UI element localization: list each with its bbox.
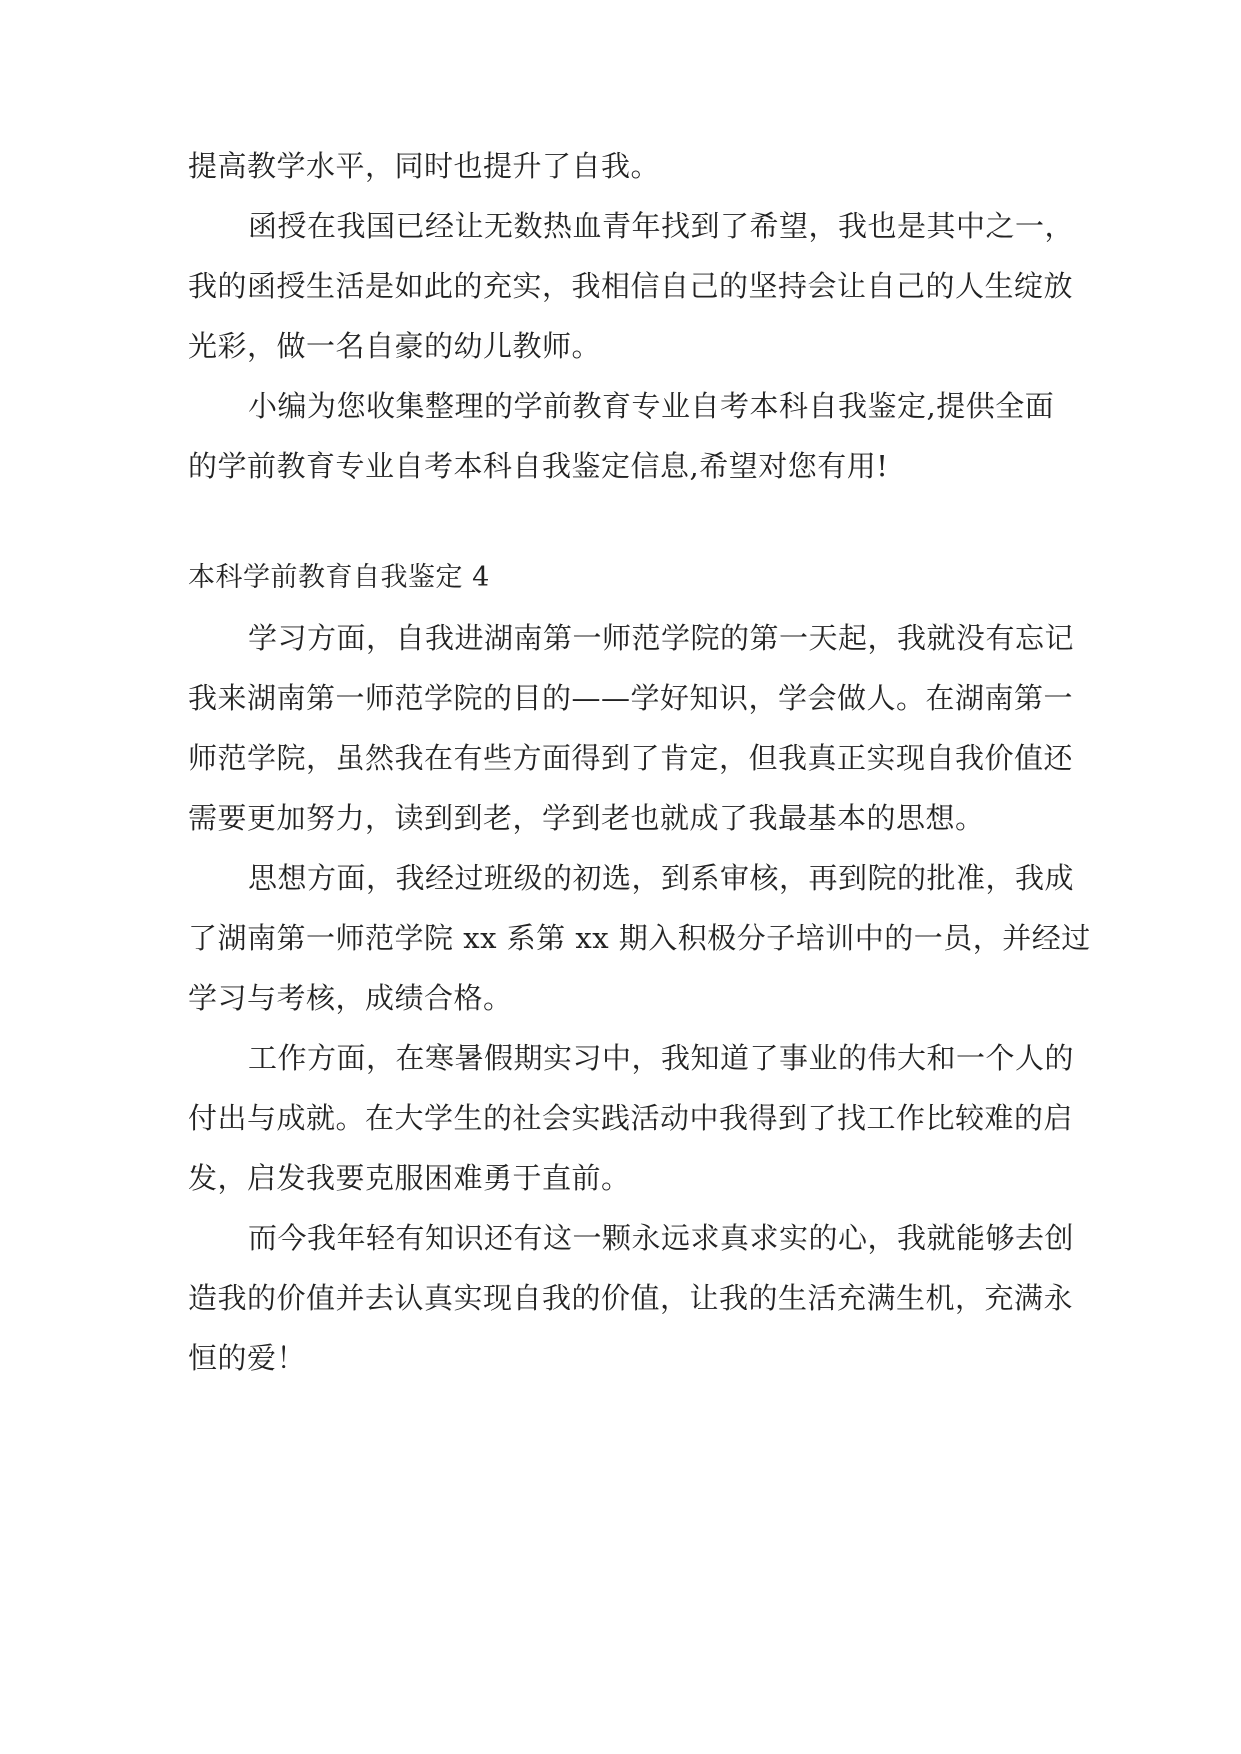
paragraph-line: 光彩，做一名自豪的幼儿教师。: [188, 329, 602, 363]
paragraph-line: 我的函授生活是如此的充实，我相信自己的坚持会让自己的人生绽放: [188, 269, 1074, 303]
paragraph-line: 学习方面，自我进湖南第一师范学院的第一天起，我就没有忘记: [248, 621, 1075, 655]
paragraph-line: 而今我年轻有知识还有这一颗永远求真求实的心，我就能够去创: [248, 1221, 1075, 1255]
paragraph-line: 的学前教育专业自考本科自我鉴定信息,希望对您有用!: [188, 449, 889, 483]
paragraph-line: 造我的价值并去认真实现自我的价值，让我的生活充满生机，充满永: [188, 1281, 1074, 1315]
paragraph-line: 函授在我国已经让无数热血青年找到了希望，我也是其中之一，: [248, 209, 1075, 243]
paragraph-line: 提高教学水平，同时也提升了自我。: [188, 149, 661, 183]
paragraph-line: 我来湖南第一师范学院的目的——学好知识，学会做人。在湖南第一: [188, 681, 1074, 715]
paragraph-line: 师范学院，虽然我在有些方面得到了肯定，但我真正实现自我价值还: [188, 741, 1074, 775]
paragraph-line: 了湖南第一师范学院 xx 系第 xx 期入积极分子培训中的一员，并经过: [188, 921, 1091, 955]
section-heading: 本科学前教育自我鉴定 4: [188, 562, 490, 593]
paragraph-line: 小编为您收集整理的学前教育专业自考本科自我鉴定,提供全面: [248, 389, 1055, 423]
paragraph-line: 发，启发我要克服困难勇于直前。: [188, 1161, 631, 1195]
paragraph-line: 付出与成就。在大学生的社会实践活动中我得到了找工作比较难的启: [188, 1101, 1074, 1135]
paragraph-line: 学习与考核，成绩合格。: [188, 981, 513, 1015]
paragraph-line: 需要更加努力，读到到老，学到老也就成了我最基本的思想。: [188, 801, 985, 835]
paragraph-line: 工作方面，在寒暑假期实习中，我知道了事业的伟大和一个人的: [248, 1041, 1075, 1075]
paragraph-line: 恒的爱！: [188, 1341, 307, 1375]
paragraph-line: 思想方面，我经过班级的初选，到系审核，再到院的批准，我成: [248, 861, 1075, 895]
